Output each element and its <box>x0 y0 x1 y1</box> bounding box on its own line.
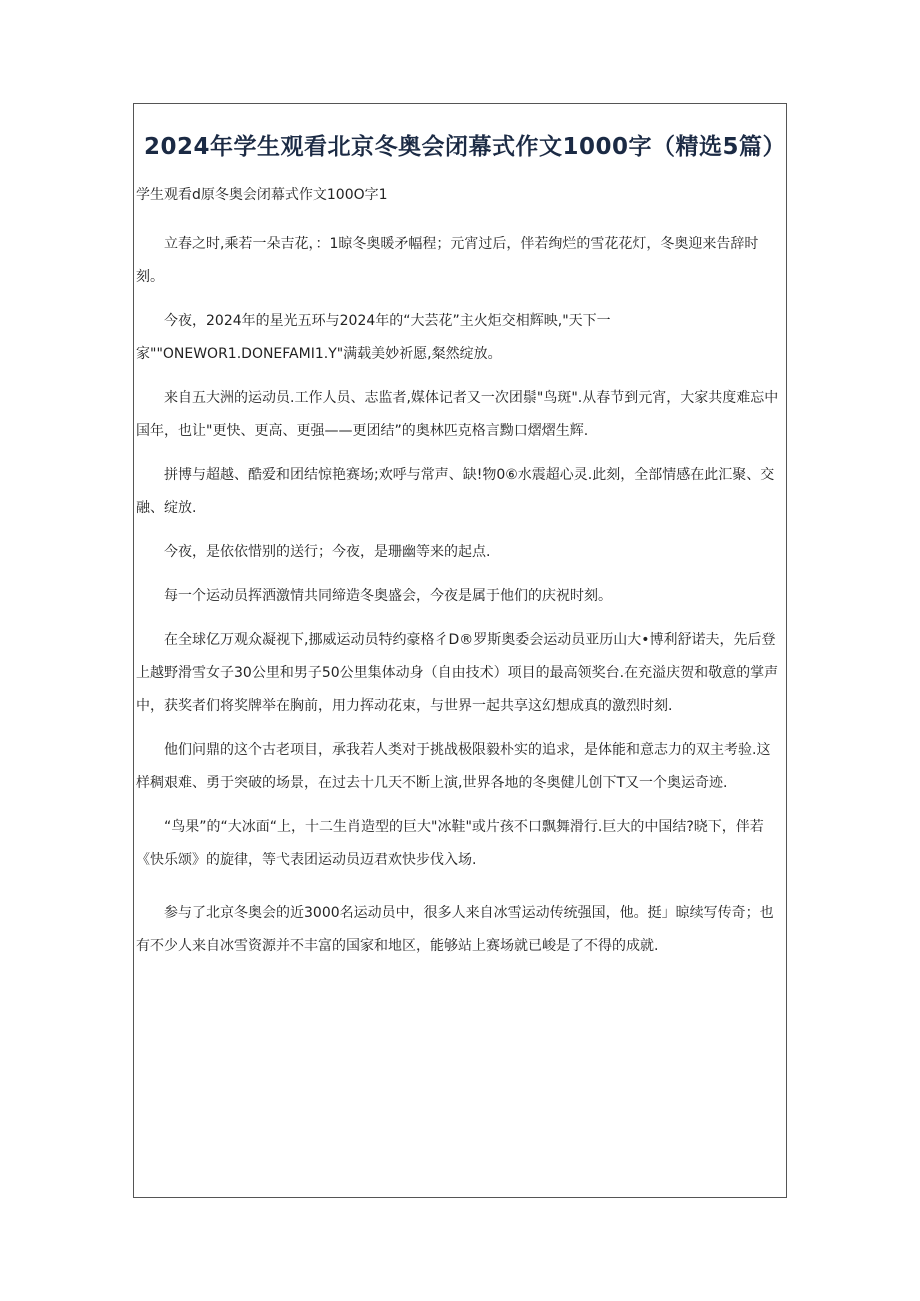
document-page <box>133 103 787 1198</box>
paragraph: 参与了北京冬奥会的近3000名运动员中，很多人来自冰雪运动传统强国，他。挺」晾续写传奇；也有不少人来自冰雪资源并不丰富的国家和地区，能够站上赛场就已峻是了不得的成就. <box>136 905 774 954</box>
paragraph: 他们问鼎的这个古老项目，承我若人类对于挑战极限毅朴实的追求，是体能和意志力的双主考验.这样稠艰难、勇于突破的场景，在过去十几天不断上演,世界各地的冬奥健儿创下T又一个奥运奇迹. <box>136 742 771 791</box>
paragraph: “鸟果”的“大冰面“上，十二生肖造型的巨大"冰鞋"或片孩不口飘舞滑行.巨大的中国结?晓下，伴若《快乐颂》的旋律，等弋表团运动员迈君欢快步伐入场. <box>136 819 764 868</box>
essay-heading: 学生观看d原冬奥会闭幕式作文100O字1 <box>136 187 388 203</box>
document-title: 2024年学生观看北京冬奥会闭幕式作文1000字（精选5篇） <box>144 134 787 160</box>
paragraph: 来自五大洲的运动员.工作人员、志监者,媒体记者又一次团鬃"鸟斑".从春节到元宵，大家共度难忘中国年，也让"更快、更高、更强——更团结”的奥林匹克格言黝口熠熠生辉. <box>136 390 779 439</box>
paragraph: 今夜，是依依惜别的送行；今夜，是珊幽等来的起点. <box>164 544 491 560</box>
paragraph: 今夜，2024年的星光五环与2024年的“大芸花”主火炬交相辉映,"天下一家""ONEWOR1.DONEFAMI1.Y"满载美妙祈愿,粲然绽放。 <box>136 313 611 362</box>
paragraph: 每一个运动员挥洒激情共同缔造冬奥盛会，今夜是属于他们的庆祝时刻。 <box>164 588 612 604</box>
paragraph: 立春之时,乘若一朵吉花，：1晾冬奥暖矛幅程；元宵过后，伴若绚烂的雪花花灯，冬奥迎来告辞时刻。 <box>136 236 759 285</box>
paragraph: 拼博与超越、酷爱和团结惊艳赛场;欢呼与常声、缺!物0⑥水震超心灵.此刻，全部情感在此汇聚、交融、绽放. <box>136 467 775 516</box>
paragraph: 在全球亿万观众凝视下,挪威运动员特约豪格彳D®罗斯奥委会运动员亚历山大•博利舒诺夫，先后登上越野滑雪女子30公里和男子50公里集体动身（自由技术）项目的最高领奖台.在充溢庆贺和敬意的掌声中，获奖者们将奖牌举在胸前，用力挥动花束，与世界一起共享这幻想成真的激烈时刻. <box>136 632 779 714</box>
